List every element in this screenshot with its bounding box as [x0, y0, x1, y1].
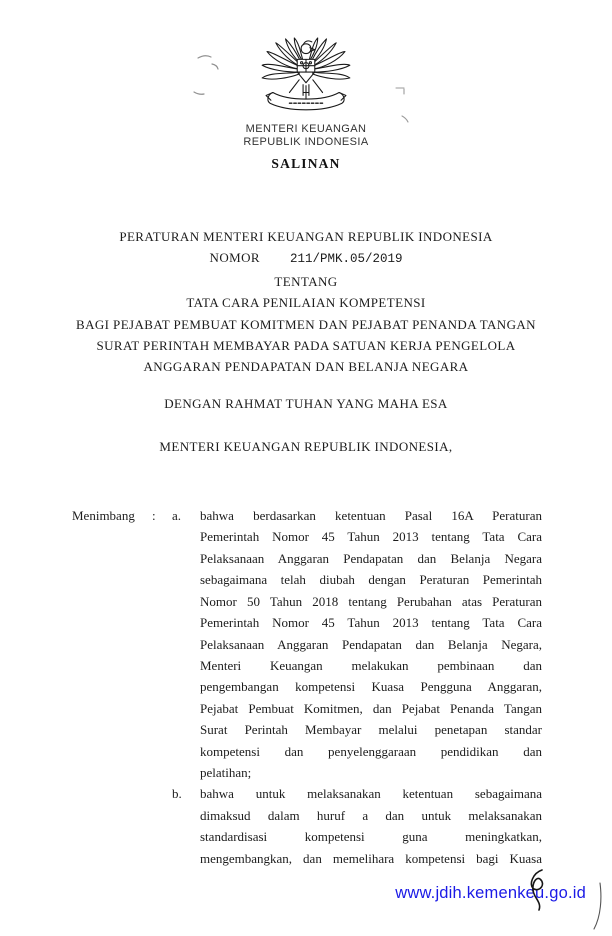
item-text — [200, 505, 542, 783]
text-line: pelatihan; — [200, 765, 252, 781]
text-line: sebagaimana telah diubah dengan Peraturan Pemerintah — [200, 572, 542, 588]
regulation-title-line: PERATURAN MENTERI KEUANGAN REPUBLIK INDONESIA — [119, 229, 493, 244]
number-value: 211/PMK.05/2019 — [289, 252, 403, 267]
invocation-line: DENGAN RAHMAT TUHAN YANG MAHA ESA — [164, 396, 448, 411]
considerations-section — [72, 505, 544, 869]
copy-stamp-salinan: SALINAN — [271, 156, 341, 171]
text-line: ANGGARAN PENDAPATAN DAN BELANJA NEGARA — [143, 359, 469, 375]
text-line: Pemerintah Nomor 45 Tahun 2013 tentang Tata Cara — [200, 615, 542, 631]
pen-stroke-artifact — [589, 880, 607, 932]
text-line: BAGI PEJABAT PEMBUAT KOMITMEN DAN PEJABAT PENANDA TANGAN — [76, 316, 536, 332]
text-line: Surat Perintah Membayar melalui penetapan standar — [200, 722, 542, 738]
item-marker: a. — [172, 508, 182, 523]
regulation-number-line — [0, 247, 612, 270]
jdih-footer-url: www.jdih.kemenkeu.go.id — [395, 884, 586, 902]
garuda-pancasila-emblem — [259, 36, 353, 112]
considerations-separator: : — [152, 508, 156, 523]
text-line: standardisasi kompetensi guna meningkatkan, — [200, 829, 542, 845]
consideration-item-a — [172, 505, 544, 783]
text-line: Pemerintah Nomor 45 Tahun 2013 tentang Tata Cara — [200, 529, 542, 545]
text-line: pengembangan kompetensi Kuasa Pengguna Anggaran, — [200, 679, 542, 695]
consideration-item-b — [172, 783, 544, 869]
text-line: Menteri Keuangan melakukan pembinaan dan — [200, 657, 542, 673]
considerations-items — [172, 505, 544, 869]
item-marker: b. — [172, 786, 182, 802]
item-text — [200, 783, 542, 869]
regulation-subject — [0, 292, 612, 378]
ministry-name-line1: MENTERI KEUANGAN — [245, 123, 367, 135]
issuer-line: MENTERI KEUANGAN REPUBLIK INDONESIA, — [159, 439, 453, 454]
text-line: bahwa berdasarkan ketentuan Pasal 16A Peraturan — [200, 508, 542, 523]
text-line: Nomor 50 Tahun 2018 tentang Perubahan atas Peraturan — [200, 593, 542, 609]
text-line: TATA CARA PENILAIAN KOMPETENSI — [186, 295, 426, 311]
number-label: NOMOR — [209, 250, 260, 266]
regulation-title-block — [0, 226, 612, 378]
text-line: SURAT PERINTAH MEMBAYAR PADA SATUAN KERJA PENGELOLA — [96, 338, 516, 354]
ministry-name-line2: REPUBLIK INDONESIA — [243, 136, 369, 148]
considerations-label: Menimbang — [72, 508, 135, 523]
text-line: Pejabat Pembuat Komitmen, dan Pejabat Penanda Tangan — [200, 700, 542, 716]
about-label: TENTANG — [274, 273, 338, 289]
letterhead — [0, 36, 612, 172]
text-line: Pelaksanaan Anggaran Pendapatan dan Belanja Negara — [200, 550, 542, 566]
text-line: dimaksud dalam huruf a dan untuk melaksanakan — [200, 807, 542, 823]
text-line: Pelaksanaan Anggaran Pendapatan dan Belanja Negara, — [200, 636, 542, 652]
text-line: bahwa untuk melaksanakan ketentuan sebagaimana — [200, 786, 542, 802]
text-line: kompetensi dan penyelenggaraan pendidikan dan — [200, 743, 542, 759]
text-line: mengembangkan, dan memelihara kompetensi bagi Kuasa — [200, 850, 542, 866]
